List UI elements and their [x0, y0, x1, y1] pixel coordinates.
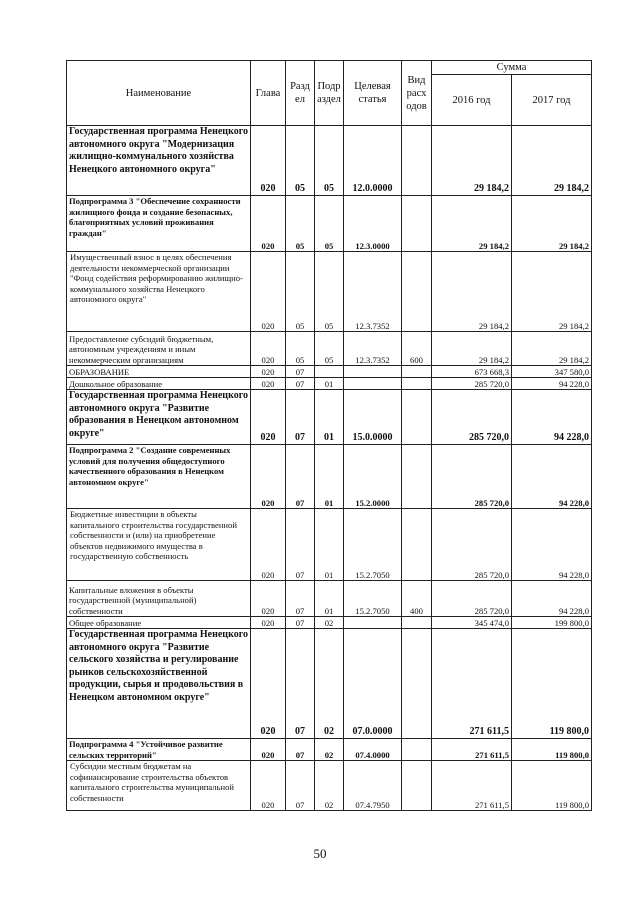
- row-subsection: 05: [315, 332, 344, 366]
- row-expense-type: [402, 617, 432, 629]
- budget-table: [66, 60, 592, 811]
- row-section: 05: [286, 196, 315, 252]
- row-chapter: 020: [251, 629, 286, 739]
- row-expense-type: [402, 445, 432, 509]
- row-chapter: 020: [251, 196, 286, 252]
- row-amount-2017: 94 228,0: [512, 509, 592, 581]
- row-section: 07: [286, 378, 315, 390]
- row-subsection: 05: [315, 126, 344, 196]
- row-expense-type: [402, 509, 432, 581]
- row-chapter: 020: [251, 390, 286, 445]
- row-expense-type: 600: [402, 332, 432, 366]
- row-amount-2016: 271 611,5: [432, 761, 512, 811]
- row-chapter: 020: [251, 332, 286, 366]
- row-amount-2016: 29 184,2: [432, 126, 512, 196]
- row-target: 12.0.0000: [344, 126, 402, 196]
- row-expense-type: [402, 629, 432, 739]
- row-amount-2016: 271 611,5: [432, 629, 512, 739]
- row-amount-2017: 94 228,0: [512, 390, 592, 445]
- table-row: [67, 252, 592, 332]
- row-section: 05: [286, 126, 315, 196]
- row-name: Субсидии местным бюджетам на софинансирование строительства объектов капитального строительства муниципальной собственности: [67, 761, 251, 811]
- row-amount-2016: 285 720,0: [432, 445, 512, 509]
- row-amount-2016: 285 720,0: [432, 390, 512, 445]
- table-row: [67, 581, 592, 617]
- row-amount-2017: 29 184,2: [512, 126, 592, 196]
- row-name: Бюджетные инвестиции в объекты капитального строительства государственной собственности и (или) на приобретение объектов недвижимого имущества в государственную собственность: [67, 509, 251, 581]
- row-target: 15.2.7050: [344, 581, 402, 617]
- row-section: 07: [286, 761, 315, 811]
- header-type: Вид расх одов: [402, 61, 432, 126]
- row-section: 07: [286, 581, 315, 617]
- row-subsection: 01: [315, 581, 344, 617]
- row-section: 05: [286, 252, 315, 332]
- row-amount-2017: 199 800,0: [512, 617, 592, 629]
- row-subsection: 05: [315, 252, 344, 332]
- row-subsection: 02: [315, 629, 344, 739]
- row-section: 07: [286, 445, 315, 509]
- row-chapter: 020: [251, 126, 286, 196]
- header-target: Целевая статья: [344, 61, 402, 126]
- row-subsection: [315, 366, 344, 378]
- row-amount-2017: 119 800,0: [512, 629, 592, 739]
- row-amount-2016: 345 474,0: [432, 617, 512, 629]
- row-target: 07.4.7950: [344, 761, 402, 811]
- row-expense-type: [402, 126, 432, 196]
- row-expense-type: [402, 196, 432, 252]
- row-amount-2016: 29 184,2: [432, 332, 512, 366]
- row-amount-2016: 285 720,0: [432, 509, 512, 581]
- row-chapter: 020: [251, 378, 286, 390]
- header-year-2016: 2016 год: [432, 75, 512, 126]
- row-subsection: 05: [315, 196, 344, 252]
- row-chapter: 020: [251, 739, 286, 761]
- row-name: Подпрограмма 2 "Создание современных условий для получения общедоступного качественного образования в Ненецком автономном округе": [67, 445, 251, 509]
- row-amount-2016: 29 184,2: [432, 196, 512, 252]
- row-section: 07: [286, 739, 315, 761]
- row-amount-2017: 119 800,0: [512, 761, 592, 811]
- row-target: 15.0.0000: [344, 390, 402, 445]
- header-subsection: Подр аздел: [315, 61, 344, 126]
- row-target: 07.4.0000: [344, 739, 402, 761]
- row-chapter: 020: [251, 617, 286, 629]
- row-expense-type: [402, 366, 432, 378]
- row-target: 12.3.7352: [344, 252, 402, 332]
- row-amount-2017: 94 228,0: [512, 378, 592, 390]
- row-target: [344, 617, 402, 629]
- table-row: [67, 332, 592, 366]
- row-target: 12.3.7352: [344, 332, 402, 366]
- table-row: [67, 366, 592, 378]
- row-chapter: 020: [251, 445, 286, 509]
- row-subsection: 01: [315, 390, 344, 445]
- row-chapter: 020: [251, 366, 286, 378]
- row-subsection: 01: [315, 509, 344, 581]
- table-row: [67, 196, 592, 252]
- row-amount-2016: 673 668,3: [432, 366, 512, 378]
- header-year-2017: 2017 год: [512, 75, 592, 126]
- table-row: [67, 390, 592, 445]
- row-name: Государственная программа Ненецкого автономного округа "Развитие образования в Ненецком автономном округе": [67, 390, 251, 445]
- table-row: [67, 509, 592, 581]
- row-chapter: 020: [251, 252, 286, 332]
- table-row: [67, 378, 592, 390]
- row-expense-type: [402, 378, 432, 390]
- row-target: 12.3.0000: [344, 196, 402, 252]
- row-chapter: 020: [251, 581, 286, 617]
- row-section: 05: [286, 332, 315, 366]
- row-target: 15.2.0000: [344, 445, 402, 509]
- row-name: Подпрограмма 4 "Устойчивое развитие сельских территорий": [67, 739, 251, 761]
- row-amount-2017: 347 580,0: [512, 366, 592, 378]
- row-section: 07: [286, 390, 315, 445]
- row-expense-type: [402, 739, 432, 761]
- row-expense-type: 400: [402, 581, 432, 617]
- row-target: 07.0.0000: [344, 629, 402, 739]
- table-row: [67, 761, 592, 811]
- row-name: Подпрограмма 3 "Обеспечение сохранности жилищного фонда и создание безопасных, благоприятных условий проживания граждан": [67, 196, 251, 252]
- row-subsection: 01: [315, 378, 344, 390]
- row-amount-2017: 29 184,2: [512, 332, 592, 366]
- page-number: 50: [313, 846, 327, 861]
- row-section: 07: [286, 617, 315, 629]
- header-section: Разд ел: [286, 61, 315, 126]
- row-amount-2017: 94 228,0: [512, 581, 592, 617]
- row-subsection: 01: [315, 445, 344, 509]
- row-name: Дошкольное образование: [67, 378, 251, 390]
- row-subsection: 02: [315, 739, 344, 761]
- row-section: 07: [286, 629, 315, 739]
- row-target: [344, 378, 402, 390]
- table-row: [67, 629, 592, 739]
- row-subsection: 02: [315, 617, 344, 629]
- row-target: [344, 366, 402, 378]
- table-row: [67, 739, 592, 761]
- table-row: [67, 617, 592, 629]
- row-target: 15.2.7050: [344, 509, 402, 581]
- row-amount-2016: 285 720,0: [432, 378, 512, 390]
- row-expense-type: [402, 390, 432, 445]
- row-chapter: 020: [251, 761, 286, 811]
- row-name: ОБРАЗОВАНИЕ: [67, 366, 251, 378]
- row-amount-2017: 29 184,2: [512, 252, 592, 332]
- row-section: 07: [286, 366, 315, 378]
- row-amount-2017: 119 800,0: [512, 739, 592, 761]
- row-name: Государственная программа Ненецкого автономного округа "Развитие сельского хозяйства и регулирование рынков сельскохозяйственной продукции, сырья и продовольствия в Ненецком автономном округе": [67, 629, 251, 739]
- table-row: [67, 445, 592, 509]
- table-row: [67, 126, 592, 196]
- header-chapter: Глава: [251, 61, 286, 126]
- row-amount-2017: 29 184,2: [512, 196, 592, 252]
- row-name: Государственная программа Ненецкого автономного округа "Модернизация жилищно-коммунального хозяйства Ненецкого автономного округа": [67, 126, 251, 196]
- row-name: Имущественный взнос в целях обеспечения деятельности некоммерческой организации "Фонд содействия реформированию жилищно-коммунального хозяйства Ненецкого автономного округа": [67, 252, 251, 332]
- row-expense-type: [402, 252, 432, 332]
- row-expense-type: [402, 761, 432, 811]
- row-amount-2016: 285 720,0: [432, 581, 512, 617]
- row-subsection: 02: [315, 761, 344, 811]
- row-amount-2016: 271 611,5: [432, 739, 512, 761]
- header-sum: Сумма: [432, 61, 592, 75]
- row-name: Капитальные вложения в объекты государственной (муниципальной) собственности: [67, 581, 251, 617]
- header-name: Наименование: [67, 61, 251, 126]
- row-name: Общее образование: [67, 617, 251, 629]
- row-section: 07: [286, 509, 315, 581]
- row-chapter: 020: [251, 509, 286, 581]
- row-amount-2016: 29 184,2: [432, 252, 512, 332]
- row-amount-2017: 94 228,0: [512, 445, 592, 509]
- row-name: Предоставление субсидий бюджетным, автономным учреждениям и иным некоммерческим организациям: [67, 332, 251, 366]
